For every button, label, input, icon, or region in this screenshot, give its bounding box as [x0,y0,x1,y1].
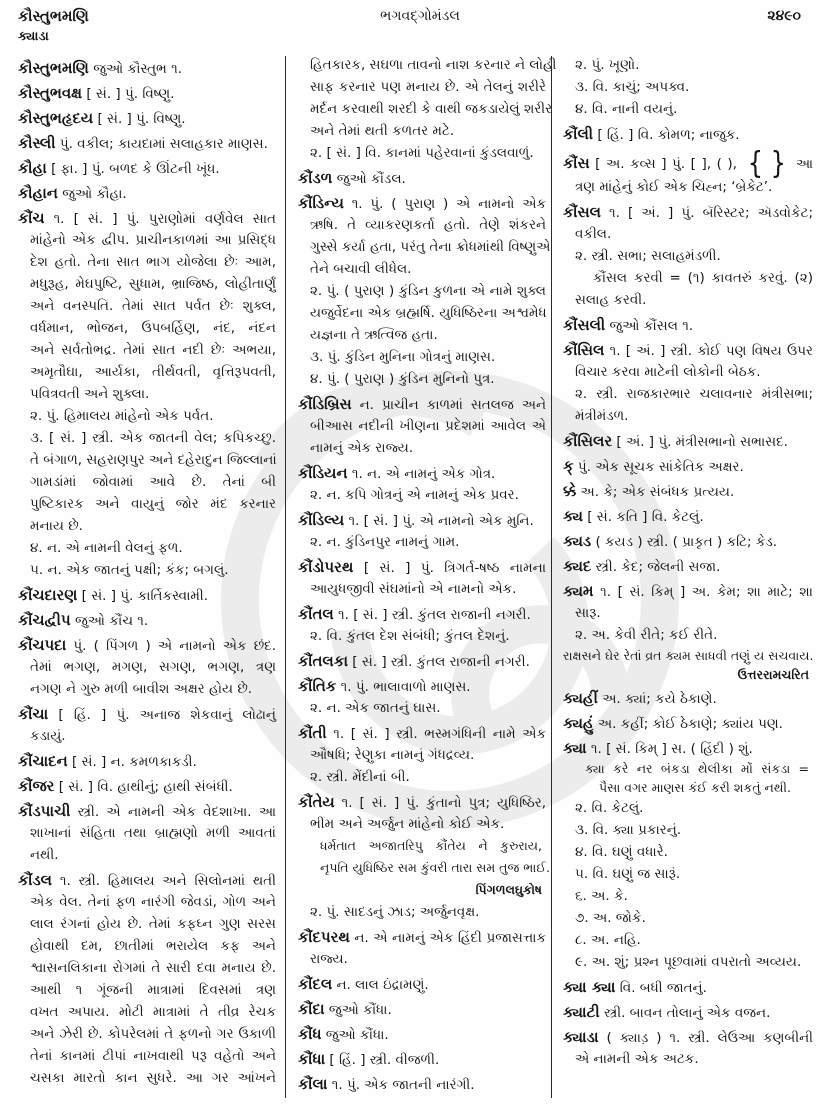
definition-line: મર્દન કરવાથી શરદી કે વાથી જકડાયેલું શરીર [310,101,553,117]
definition: પું. ( પિંગળ ) એ નામનો એક છંદ. [73,638,276,654]
dictionary-entry [298,998,546,1020]
definition: ૧. પું. ભાલાવાળો માણસ. [340,679,471,695]
definition: [ અ. કવ્સ ] પું. [ ], ( ), [595,156,737,172]
headword: ક્યડ [563,532,592,550]
entry-sense [563,841,813,863]
definition: ૧. પું. ( પુરાણ ) એ નામનો એક [351,196,546,212]
sense-line: ૨. અ. કેવી રીતે; કઈ રીતે. [575,627,718,643]
dictionary-entry [563,314,813,336]
definition: [ ફા. ] પું. બળદ કે ઊંટની ખૂંધ. [51,161,220,177]
entry-sense [563,76,813,98]
headword: કૌસ્લી [18,134,56,152]
dictionary-entry [563,1001,813,1023]
dictionary-entry [18,750,276,772]
definition-line: વિચાર કરવા માટેની લોકોની બેઠક. [575,364,761,380]
dictionary-entry [563,146,814,198]
definition: ( ક્યાડ઼ ) ૧. સ્ત્રી. લેઉઆ કણબીની [606,1030,813,1046]
definition: [ અં. ] પું. મંત્રીસભાનો સભાસદ. [616,434,788,450]
dictionary-entry [298,675,546,697]
definition-line: અને તેમાં થતી કળતર મટે. [310,123,455,139]
headword: ક્યા ક્યા [563,978,616,996]
dictionary-entry [18,609,276,631]
sense-line: ૨. પું. ખૂણો. [575,57,640,73]
guide-word-first: કૌસ્તુભમણિ [18,7,89,25]
headword: ક્કે [563,482,577,500]
entry-sense [298,368,546,390]
dictionary-entry [298,650,546,672]
entry-continuation [298,54,557,142]
entry-sense [563,951,813,973]
sense-line: ૨. પું. સાદડનું ઝાડ; અર્જુનવૃક્ષ. [310,904,480,920]
definition: ૧. [ સં. કિમ્ ] સ. ( હિંદી ) શું. [590,741,753,757]
sense-line: યજ્ઞના તે ઋત્વિજ હતા. [310,327,438,343]
quote-line: ધર્મતાત અજાતરિપુ કૌંતેય ને કુરુરાય, [320,838,542,853]
citation-quote [563,646,813,684]
definition-line: એ નામની એક અટક. [575,1051,699,1067]
definition-line: નામનું એક રાજ્ય. [310,440,414,456]
entry-sense [298,625,546,647]
entry-sense [298,346,546,368]
column-divider [551,56,552,1098]
entry-sense [298,766,546,788]
definition: ૧. [ સં. કિમ્ ] અ. કેમ; શા માટે; શા [600,584,813,600]
sense-line: ૨. સ્ત્રી. રાજકારભાર ચલાવનાર મંત્રીસભા; [575,386,813,402]
idiom-phrase [563,267,813,311]
dictionary-entry [563,430,813,452]
dictionary-entry [18,107,276,129]
dictionary-entry [18,869,276,1089]
definition: ન. એ નામનું એક હિંદી પ્રજાસત્તાક [354,930,546,946]
sense-line: મંત્રીમંડળ. [575,408,629,424]
definition: જુઓ કૌંસલ ૧. [609,318,694,334]
headword: કૌંડલ [18,871,53,889]
dictionary-entry [298,926,546,970]
definition: ૧. [ અં. ] સ્ત્રી. કોઈ પણ વિષય ઉપર [609,343,813,359]
definition-line: નથી. [30,847,59,863]
definition: ન. લાલ ઇંદ્રામણું. [336,977,429,993]
sense-line: ૨. વિ. કુંતલ દેશ સંબંધી; કુંતલ દેશનું. [310,628,510,644]
dictionary-entry [18,182,276,204]
dictionary-entry [298,556,546,600]
definition: [ સં. ] પું. વિષ્ણુ. [86,86,175,102]
entry-sense [563,797,813,819]
definition: વિ. બધી જાતનું. [619,980,707,996]
headword: કૌંડિન્ય [298,194,344,212]
headword: કૌંડપાચી [18,802,71,820]
entry-sense [298,484,546,506]
dictionary-entry [563,737,813,759]
definition: સ્ત્રી. એ નામની એક વેદશાખા. આ [77,804,276,820]
dictionary-entry [563,339,813,383]
definition: ૧. [ અં. ] પું. બૅરિસ્ટર; ઍડવોકેટ; [609,205,813,221]
definition-line: સારૂ. [575,605,601,621]
definition: ૧. પું. એક જાતની નારંગી. [331,1077,475,1093]
definition-line: શાખાનાં સંહિતા તથા બ્રાહ્મણો મળી આવતાં [30,825,276,841]
dictionary-entry [563,455,813,477]
definition: પું. વકીલ; કાયદામાં સલાહકાર માણસ. [59,136,268,152]
sense-line: ૪. ન. એ નામની વેલનું ફળ. [30,540,183,556]
definition-line: તેમાં ભગણ, મગણ, સગણ, ભગણ, ત્રણ [30,659,276,675]
entry-sense [18,427,276,537]
headword: ક્ [563,457,574,475]
headword: કૌંદલ [298,975,333,993]
sense-line: ૫. ન. એક જાતનું પક્ષી; કંક; બગલું. [30,562,229,578]
definition: [ સં. કતિ ] વિ. કેટલું. [587,509,704,525]
headword: કૌંધ [298,1025,322,1043]
entry-sense [563,819,813,841]
definition-line: આથી ૧ ગૂંજની માત્રામાં દિવસમાં ત્રણ [30,982,276,998]
definition-line: લાલ રંગનાં હોય છે. તેમાં કફઘ્ન ગુણ સરસ [30,916,276,932]
headword: ક્યદ [563,557,592,575]
definition: જુઓ કૌંડલ. [336,171,406,187]
definition-line: ઋષિ. તે વ્યાકરણકર્તા હતો. તેણે શંકરને [310,217,546,233]
headword: કૌંદપરથ [298,928,350,946]
definition-line: હોવાથી દમ, છાતીમાં ભરાયેલ કફ અને [30,938,276,954]
headword: કૌંચ [18,209,45,227]
definition: ૧. [ સં. ] પું. પુરાણોમાં વર્ણવેલ સાત [53,211,276,227]
definition-line: વકીલ. [575,226,612,242]
dictionary-entry [563,123,813,145]
definition-line: અને સર્વતોભદ્ર. તેમાં સાત નદી છેઃ અભયા, [30,342,276,358]
entry-sense [563,98,813,120]
definition-tail: આ [795,156,814,172]
dictionary-entry [18,584,276,606]
sense-line: ૨. [ સં. ] વિ. કાનમાં પહેરવાનાં કુંડલવાળું. [310,145,534,161]
definition-line: વખત અપાય. મોટી માત્રામાં તે તીવ્ર રેચક [30,1004,276,1020]
definition: [ સં. ] પું. વિષ્ણુ. [97,111,186,127]
book-title: ભગવદ્ગોમંડલ [380,8,460,24]
definition-line: તેનાં કાનમાં ટીપાં નાખવાથી પરૂ વહેતો અને [30,1048,276,1064]
definition: સ્ત્રી. બાવન તોલાનું એક વજન. [603,1005,771,1021]
headword: ક્ય [563,507,583,525]
dictionary-entry [563,555,813,577]
definition: [ સં. ] સ્ત્રી. કુંતલ રાજાની નગરી. [352,654,530,670]
dictionary-entry [18,82,276,104]
definition-line: અને વનસ્પતિ. તેમાં સાત પર્વત છેઃ શુક્લ, [30,298,276,314]
dictionary-entry [18,132,276,154]
dictionary-entry [18,157,276,179]
definition: [ સં. ] ન. કમળકાકડી. [71,754,197,770]
quote-line: નૃપતિ યુધિષ્ઠિર સમ કુંવરી તારા સમ તુજ ભાઈ. [320,860,550,875]
entry-sense [563,245,813,267]
dictionary-entry [18,634,276,700]
headword: કૌંતલ [298,605,334,623]
phrase-line: સલાહ કરવી. [575,292,647,308]
dictionary-entry [298,1048,546,1070]
sense-line: ગામડાંમાં જોવામાં આવે છે. તેનાં બી [30,474,276,490]
headword: ક્યમ [563,582,594,600]
definition-line: ઔષધિ; રેણુકા નામનું ગંધદ્રવ્ય. [310,747,475,763]
definition: સ્ત્રી. કેદ; જેલની સજા. [595,559,721,575]
sense-line: ૬. અ. કે. [575,888,628,904]
headword: કૌંડિબ્રિસ [298,395,352,413]
headword: કૌંલી [563,125,594,143]
sense-line: ૫. વિ. ઘણું જ સારૂં. [575,866,681,882]
sense-line: યજુર્વેદના એક બ્રહ્મર્ષિ. યુધિષ્ઠિરના અશ્વમેધ [310,305,547,321]
headword: કૌંલા [298,1075,328,1093]
definition: જુઓ કૌંધા. [325,1027,389,1043]
sense-line: મનાય છે. [30,518,83,534]
definition-line: અને ઝેરી છે. કોપરેલમાં તે ફળનો ગર ઉકાળી [30,1026,276,1042]
definition-line: ભીમ અને અર્જુન માંહેનો કોઈ એક. [310,816,505,832]
definition-line: આયુધજીવી સંઘમાંનો એ નામનો એક. [310,581,517,597]
headword: ક્યાટી [563,1003,600,1021]
headword: કૌંચાદન [18,752,68,770]
entry-sense [563,54,813,76]
entry-sense [18,537,276,559]
sense-line: ૪. પું. ( પુરાણ ) કુંડિન મુનિનો પુત્ર. [310,371,495,387]
definition: જુઓ કૌહા. [62,186,127,202]
headword: કૌંધા [298,1050,326,1068]
sense-line: ૨. સ્ત્રી. સભા; સલાહમંડળી. [575,248,721,264]
definition-line: ગુસ્સે કર્યા હતા, પરંતુ તેના ક્રોધમાંથી વિષ્ણુએ [310,239,551,255]
curly-brace-symbol: { } [747,146,786,181]
headword: કૌંદા [298,1000,325,1018]
definition-line: અમૃતૌઘા, આર્યકા, તીર્થવતી, વૃત્તિરૂપવતી, [30,364,276,380]
dictionary-entry [563,530,813,552]
definition: પું. એક સૂચક સાંકેતિક અક્ષર. [577,459,744,475]
headword: કૌસ્તુભવક્ષ [18,84,83,102]
dictionary-entry [298,462,546,484]
definition-line: એક વેલ. તેનાં ફળ નારંગી જેવડાં, ગોળ અને [30,894,276,910]
definition-line: વર્ધમાન, ભોજન, ઉપબર્હિણ, નંદ, નંદન [30,320,276,336]
dictionary-entry [18,57,276,79]
headword: કૌસ્તુભમણિ [18,59,89,77]
sense-line: ૨. પું. ( પુરાણ ) કુંડિન કુળના એ નામે શુક્લ [310,283,546,299]
sense-line: ૨. સ્ત્રી. મેંદીનાં બી. [310,769,410,785]
definition: અ. કે; એક સંબંધક પ્રત્યય. [580,484,735,500]
entry-sense [563,863,813,885]
sense-line: ૯. અ. શું; પ્રશ્ન પૂછવામાં વપરાતો અવ્યય. [575,954,802,970]
column-divider [285,56,286,1098]
headword: કૌંચદારણ [18,586,78,604]
definition: [ હિં. ] પું. અનાજ શેકવાનું લોઢાનું [58,707,276,723]
dictionary-entry [563,480,813,502]
definition-line: માંહેનો એક દ્વીપ. પ્રાચીનકાળમાં આ પ્રસિદ્ધ [30,232,276,248]
citation-quote [298,835,550,901]
headword: કૌંસિલર [563,432,613,450]
definition-line: ત્રણ માંહેનું કોઈ એક ચિહ્ન; ‘બ્રેકેટ’. [575,179,773,195]
headword: કૌંચા [18,705,49,723]
headword: કૌંતલકા [298,652,348,670]
definition: [ હિં. ] સ્ત્રી. વીજળી. [329,1052,440,1068]
definition: ૧. [ સં. ] પું. એ નામનો એક મુનિ. [348,513,534,529]
dictionary-entry [563,201,813,245]
headword: કૌંતેય [298,793,335,811]
definition: અ. ક્યાં; કયે ઠેકાણે. [602,691,717,707]
definition-line: મધુરૂહ, મેઘપુષ્ટિ, સુધામ, ભ્રાજિષ્ઠ, લોહીતાર્ણું [30,276,276,292]
dictionary-entry [298,393,546,459]
dictionary-entry [298,1023,546,1045]
definition-line: ચસકા મારતો કાન સુધરે. આ ગર આંખને [30,1070,276,1086]
headword: કૌંતિક [298,677,337,695]
column-2 [298,54,557,1095]
entry-sense [563,929,813,951]
sense-line: તે બંગાળ, સહરાણપુર અને દહેરાદુન જિલ્લાનાં [30,452,277,468]
phrase-line: કૌંસલ કરવી = (૧) કાવતરું કરવું. (૨) [593,270,813,286]
dictionary-entry [18,775,276,797]
dictionary-entry [18,800,276,866]
definition: [ સં. ] પું. ત્રિગર્ત-ષષ્ઠ નામના [363,560,546,576]
entry-sense [298,280,546,346]
headword: કૌંસ [563,154,590,172]
definition: [ સં. ] વિ. હાથીનું; હાથી સંબંધી. [58,779,233,795]
sense-line: ૩. વિ. કાચું; અપક્વ. [575,79,690,95]
dictionary-entry [298,192,551,280]
entry-sense [563,383,813,427]
entry-sense [563,907,813,929]
headword: કૌસ્તુભહૃદય [18,109,94,127]
sense-line: ૨. ન. એક જાતનું ઘાસ. [310,700,441,716]
entry-sense [563,885,813,907]
headword: કૌહા [18,159,47,177]
sense-line: ૪. વિ. ઘણું વધારે. [575,844,668,860]
entry-sense [298,142,546,164]
definition: અ. કહીં; કોઈ ઠેકાણે; ક્યાંય પણ. [597,716,783,732]
entry-sense [298,531,546,553]
entry-sense [18,405,276,427]
entry-sense [563,624,813,646]
definition-line: પવિત્રવતી અને શુક્લા. [30,386,150,402]
sense-line: ૭. અ. જોકે. [575,910,646,926]
dictionary-entry [298,1073,546,1095]
definition-line: દેશ હતો. તેના સાત ભાગ યોજેલા છેઃ આમ, [30,254,276,270]
headword: કૌંસલ [563,203,601,221]
headword: કૌંજર [18,777,55,795]
dictionary-entry [563,1026,813,1070]
column-3 [563,54,813,1070]
citation-source: પિંગળલઘુકોષ [475,882,542,897]
dictionary-entry [298,791,546,835]
definition-line: નગણ ને ગુરુ મળી બાવીશ અક્ષર હોય છે. [30,681,253,697]
sense-line: ૨. ન. કુંડિનપુર નામનું ગામ. [310,534,460,550]
quote-line: ક્યા કરે નર બંકડા થેલીકા મોં સંકડા = [585,761,809,776]
headword: કૌંડિયન [298,464,348,482]
definition-line: બીઆસ નદીની ખીણના પ્રદેશમાં આવેલ એ [310,418,546,434]
headword: કૌંચદ્વીપ [18,611,71,629]
definition: ૧. [ સં. ] સ્ત્રી. ભસ્મગંધિની નામે એક [333,726,546,742]
sense-line: ૩. [ સં. ] સ્ત્રી. એક જાતની વેલ; કપિકચ્છુ. [30,430,276,446]
definition: ૧. સ્ત્રી. હિમાલય અને સિલોનમાં થતી [59,873,276,889]
guide-word-last: ક્યાડા [18,29,49,44]
dictionary-entry [563,976,813,998]
definition: જુઓ કૌંચ ૧. [74,613,149,629]
dictionary-entry [18,703,276,747]
definition-line: તેને બચાવી લીધેલ. [310,261,412,277]
entry-sense [298,697,546,719]
headword: કૌંડિલ્ય [298,511,345,529]
headword: કૌંડળ [298,169,333,187]
column-1 [18,54,276,1089]
dictionary-entry [298,973,546,995]
dictionary-entry [298,167,546,189]
sense-line: ૨. વિ. કેટલું. [575,800,644,816]
headword: કૌંતી [298,724,327,742]
definition-line: રાજ્ય. [310,951,348,967]
entry-sense [298,901,546,923]
headword: કૌંસિલ [563,341,605,359]
dictionary-entry [563,687,813,709]
definition-line: હિતકારક, સઘળા તાવનો નાશ કરનાર ને લોહી [310,57,557,73]
dictionary-entry [298,722,546,766]
definition: જુઓ કૌંધા. [328,1002,392,1018]
definition-line: સાફ કરનાર પણ મનાય છે. એ તેલનું શરીરે [310,79,546,95]
sense-line: ૨. પું. હિમાલય માંહેનો એક પર્વત. [30,408,214,424]
sense-line: ૩. પું. કુંડિન મુનિના ગોત્રનું માણસ. [310,349,496,365]
sense-line: ૪. વિ. નાની વયનું. [575,101,678,117]
dictionary-entry [18,207,276,405]
quote-line: પૈસા વગર માણસ કંઈ કરી શકતું નથી. [599,780,791,795]
headword: ક્યહીં [563,689,598,707]
headword: કૌહાન [18,184,58,202]
headword: કૌંડોપરથ [298,558,354,576]
headword: ક્યહું [563,714,594,732]
definition: ( કયડ ) સ્ત્રી. ( પ્રાકૃત ) કટિ; કેડ. [595,534,778,550]
sense-line: ૨. ન. કપિ ગોત્રનું એ નામનું એક પ્રવર. [310,487,519,503]
dictionary-entry [298,509,546,531]
sense-line: ૩. વિ. ક્યા પ્રકારનું. [575,822,682,838]
headword: કૌંચપદા [18,636,67,654]
definition: જુઓ કૌસ્તુભ ૧. [93,61,183,77]
citation-quote [563,759,813,797]
definition: ૧. [ સં. ] સ્ત્રી. કુંતલ રાજાની નગરી. [338,607,531,623]
headword: ક્યા [563,739,587,757]
definition: ૧. ન. એ નામનું એક ગોત્ર. [351,466,496,482]
definition: [ હિં. ] વિ. કોમળ; નાજુક. [597,127,740,143]
definition-line: શ્વાસનલિકાના રોગમાં તે સારી દવા મનાય છે. [30,960,276,976]
dictionary-entry [563,712,813,734]
headword: કૌંસલી [563,316,606,334]
definition-line: કડાયું. [30,728,66,744]
headword: ક્યાડા [563,1028,599,1046]
page-number: ૨૪૯૦ [767,8,801,24]
citation-source: ઉત્તરરામચરિત [737,667,809,682]
definition: [ સં. ] પું. કાર્તિકસ્વામી. [81,588,209,604]
quote-line: રાક્ષસને ઘેર રેતાં વ્રત ક્યમ સાધવી તણું ય સચવાય. [563,648,814,663]
definition: ૧. [ સં. ] પું. કુંતાનો પુત્ર; યુધિષ્ઠિર, [341,795,546,811]
sense-line: ૮. અ. નહિ. [575,932,641,948]
sense-line: પુષ્ટિકારક અને વાયુનું જોર મંદ કરનાર [30,496,276,512]
dictionary-entry [563,580,813,624]
definition: ન. પ્રાચીન કાળમાં સતલજ અને [359,397,546,413]
entry-sense [18,559,276,581]
dictionary-entry [563,505,813,527]
dictionary-entry [298,603,546,625]
